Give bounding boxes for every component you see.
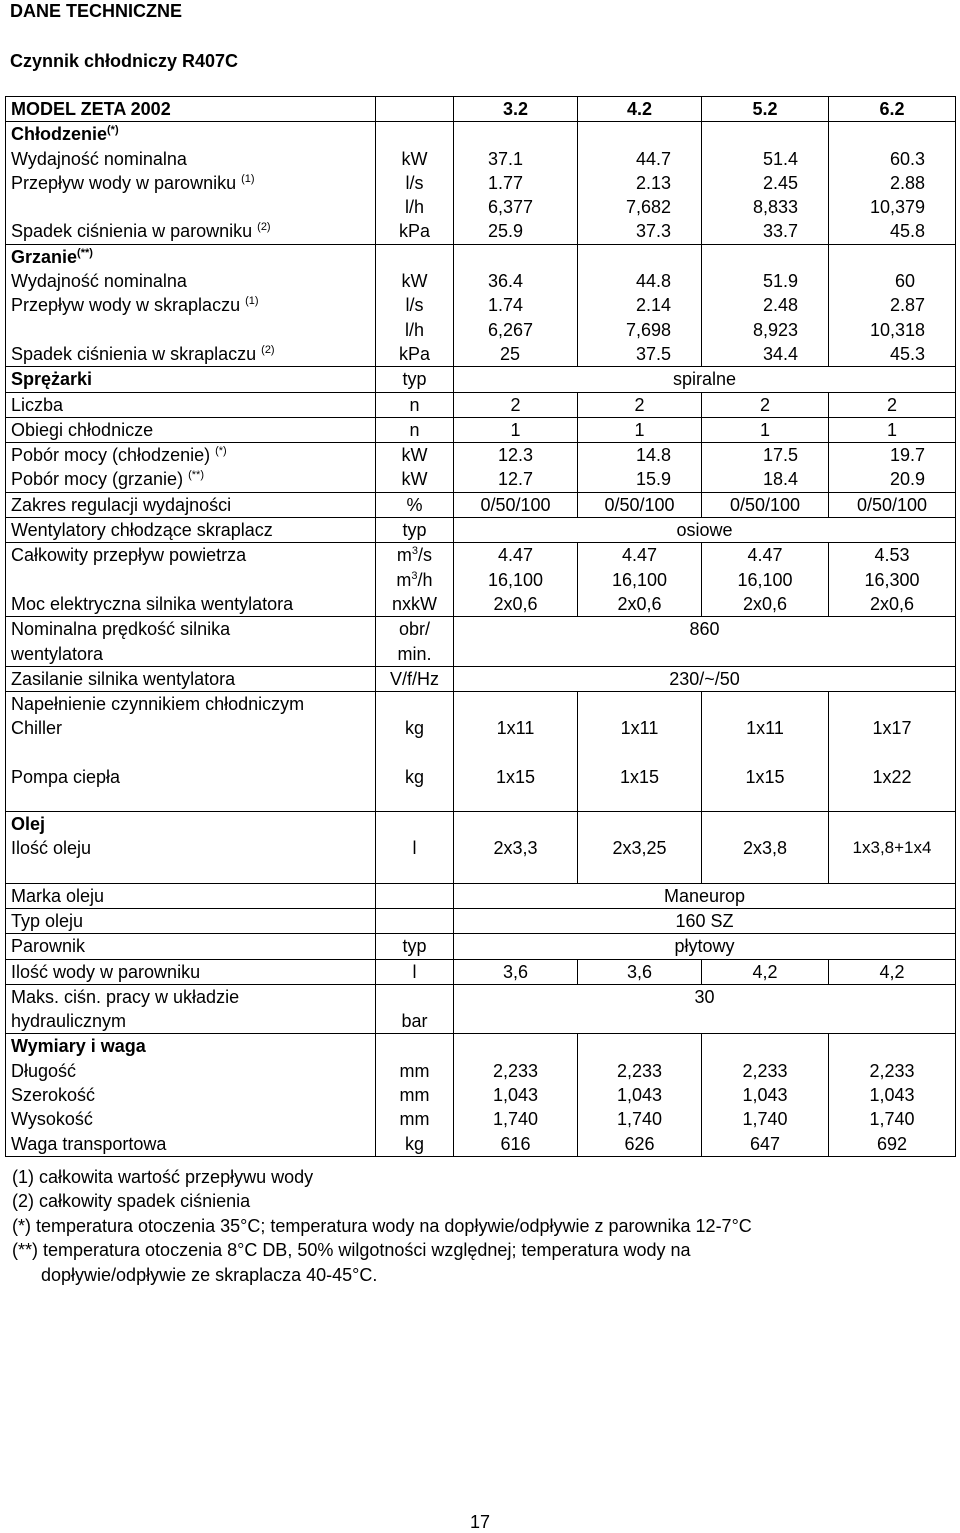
airflow-s-2: 4.47 — [621, 545, 658, 566]
evaporator-unit: typ — [376, 934, 454, 959]
speed-unit-2: min. — [397, 643, 432, 664]
length-label: Długość — [11, 1060, 77, 1081]
oil-amount-3: 2x3,8 — [742, 838, 788, 859]
cooling-flow-label: Przepływ wody w parowniku — [11, 172, 237, 193]
cooling-flow-ls-4: 2.88 — [889, 172, 925, 193]
heating-flow-label: Przepływ wody w skraplaczu — [11, 295, 241, 316]
power-heat-unit: kW — [401, 469, 428, 490]
power-heat-2: 15.9 — [635, 469, 671, 490]
cooling-heading: Chłodzenie — [11, 124, 108, 145]
fans-heading: Wentylatory chłodzące skraplacz — [6, 518, 376, 543]
width-1: 1,043 — [492, 1084, 539, 1105]
spec-table — [5, 96, 956, 1157]
regulation-1: 0/50/100 — [454, 492, 578, 517]
heatpump-1: 1x15 — [495, 767, 536, 788]
motor-power-3: 2x0,6 — [742, 593, 788, 614]
chiller-1: 1x11 — [496, 718, 535, 739]
heatpump-label: Pompa ciepła — [11, 767, 121, 788]
supply-label: Zasilanie silnika wentylatora — [6, 666, 376, 691]
footnote-3: (*) temperatura otoczenia 35°C; temperatura wody na dopływie/odpływie z parownika 12-7°C — [12, 1215, 752, 1236]
height-unit: mm — [399, 1109, 430, 1130]
heating-flow-ls-4: 2.87 — [889, 295, 925, 316]
pressure-unit: bar — [401, 1011, 428, 1032]
width-4: 1,043 — [869, 1084, 915, 1105]
evaporator-label: Parownik — [6, 934, 376, 959]
compressors-count-row — [6, 392, 956, 417]
oil-type-value: 160 SZ — [454, 908, 956, 933]
heating-flow-lh-4: 10,318 — [869, 319, 925, 340]
regulation-row — [6, 492, 956, 517]
cooling-drop-unit: kPa — [398, 221, 431, 242]
heatpump-unit: kg — [404, 767, 424, 788]
power-heat-4: 20.9 — [889, 469, 925, 490]
length-3: 2,233 — [742, 1060, 788, 1081]
evaporator-value: płytowy — [454, 934, 956, 959]
cooling-flow-lh-2: 7,682 — [625, 197, 671, 218]
footnote-1: (1) całkowita wartość przepływu wody — [12, 1167, 314, 1187]
heating-capacity-4: 60 — [894, 271, 915, 292]
cooling-capacity-unit: kW — [401, 148, 428, 169]
weight-2: 626 — [624, 1133, 655, 1154]
power-heat-3: 18.4 — [762, 469, 798, 490]
motor-power-unit: nxkW — [392, 593, 437, 614]
heating-capacity-unit: kW — [401, 271, 428, 292]
heating-capacity-label: Wydajność nominalna — [11, 271, 187, 292]
circuits-3: 1 — [702, 417, 829, 442]
evaporator-water-unit: l — [376, 959, 454, 984]
cooling-drop-2: 37.3 — [635, 221, 671, 242]
evaporator-water-row — [6, 959, 956, 984]
heating-drop-label: Spadek ciśnienia w skraplaczu — [11, 343, 257, 364]
height-1: 1,740 — [492, 1109, 539, 1130]
heating-flow-lh-3: 8,923 — [752, 319, 798, 340]
weight-3: 647 — [749, 1133, 781, 1154]
model-header: MODEL ZETA 2002 — [6, 97, 376, 122]
heating-flow-lh-1: 6,267 — [488, 319, 534, 340]
heating-flow-ls-2: 2.14 — [635, 295, 671, 316]
length-1: 2,233 — [492, 1060, 539, 1081]
heating-flow-unit-ls: l/s — [405, 295, 424, 316]
cooling-section: Chłodzenie(*) Wydajność nominalna Przepływ wody w parowniku $^{(1)}$ Spadek ciśnienia w parowniku $^{(2)}$ kW l/s l/h kPa 37.1 1.77 6,377 25.9 44.7 2.13 7,682 37.3 51.4 2.45 8,833 33.7 60.3 2.88 10,379 45.8 — [6, 122, 956, 244]
heatpump-4: 1x22 — [872, 767, 912, 788]
compressors-count-1: 2 — [454, 392, 578, 417]
cooling-drop-4: 45.8 — [889, 221, 925, 242]
power-cool-3: 17.5 — [762, 445, 798, 466]
weight-label: Waga transportowa — [11, 1133, 167, 1154]
speed-row — [6, 617, 956, 667]
evaporator-water-3: 4,2 — [702, 959, 829, 984]
oil-block — [6, 812, 956, 884]
speed-label-2: wentylatora — [11, 643, 104, 664]
cooling-flow-unit-lh: l/h — [404, 197, 424, 218]
airflow-h-3: 16,100 — [737, 569, 793, 590]
airflow-s-1: 4.47 — [497, 545, 534, 566]
regulation-unit: % — [376, 492, 454, 517]
evaporator-row — [6, 934, 956, 959]
oil-brand-value: Maneurop — [454, 883, 956, 908]
fans-type-unit: typ — [376, 518, 454, 543]
regulation-2: 0/50/100 — [578, 492, 702, 517]
width-unit: mm — [399, 1084, 430, 1105]
heating-drop-1: 25 — [500, 343, 521, 364]
compressors-type-unit: typ — [376, 367, 454, 392]
cooling-flow-ls-1: 1.77 — [488, 172, 524, 193]
model-row — [6, 97, 956, 122]
supply-row — [6, 666, 956, 691]
weight-4: 692 — [876, 1133, 908, 1154]
regulation-3: 0/50/100 — [702, 492, 829, 517]
circuits-1: 1 — [454, 417, 578, 442]
width-2: 1,043 — [616, 1084, 663, 1105]
heating-capacity-2: 44.8 — [635, 271, 671, 292]
evaporator-water-1: 3,6 — [454, 959, 578, 984]
heatpump-3: 1x15 — [745, 767, 785, 788]
footnote-4: (**) temperatura otoczenia 8°C DB, 50% wilgotności względnej; temperatura wody na — [12, 1240, 691, 1261]
power-cool-label: Pobór mocy (chłodzenie) — [11, 445, 211, 466]
model-col-2: 4.2 — [578, 97, 702, 122]
cooling-capacity-4: 60.3 — [889, 148, 925, 169]
evaporator-water-label: Ilość wody w parowniku — [6, 959, 376, 984]
oil-type-row — [6, 908, 956, 933]
fans-type-value: osiowe — [454, 518, 956, 543]
cooling-drop-label: Spadek ciśnienia w parowniku — [11, 221, 253, 242]
heating-flow-unit-lh: l/h — [404, 319, 424, 340]
cooling-capacity-2: 44.7 — [635, 148, 671, 169]
motor-power-4: 2x0,6 — [869, 593, 915, 614]
compressors-count-2: 2 — [578, 392, 702, 417]
length-2: 2,233 — [616, 1060, 663, 1081]
pressure-row — [6, 984, 956, 1034]
width-3: 1,043 — [742, 1084, 788, 1105]
heating-capacity-1: 36.4 — [488, 271, 524, 292]
speed-unit-1: obr/ — [398, 619, 431, 640]
motor-power-label: Moc elektryczna silnika wentylatora — [11, 593, 294, 614]
airflow-s-3: 4.47 — [747, 545, 783, 566]
cooling-capacity-3: 51.4 — [762, 148, 798, 169]
oil-amount-2: 2x3,25 — [612, 838, 667, 859]
compressors-count-4: 2 — [829, 392, 956, 417]
refrigerant-subtitle: Czynnik chłodniczy R407C — [10, 51, 239, 71]
refrigerant-block — [6, 692, 956, 812]
evaporator-water-2: 3,6 — [578, 959, 702, 984]
footnote-4-cont: dopływie/odpływie ze skraplacza 40-45°C. — [41, 1264, 378, 1285]
airflow-block: Całkowity przepływ powietrza Moc elektryczna silnika wentylatora $m^3/s$ $m^3/h$ nxkW 4.47 16,100 2x0,6 4.47 16,100 2x0,6 4.47 16,100 2x0,6 4.53 16,300 2x0,6 — [6, 543, 956, 617]
power-heat-1: 12.7 — [498, 469, 534, 490]
height-2: 1,740 — [616, 1109, 663, 1130]
chiller-3: 1x11 — [746, 718, 784, 739]
oil-heading: Olej — [11, 814, 46, 835]
circuits-unit: n — [376, 417, 454, 442]
speed-label-1: Nominalna prędkość silnika — [11, 619, 231, 640]
height-label: Wysokość — [11, 1109, 93, 1130]
refrigerant-heading: Napełnienie czynnikiem chłodniczym — [11, 694, 305, 715]
pressure-value: 30 — [694, 986, 715, 1007]
model-col-3: 5.2 — [702, 97, 829, 122]
power-cool-1: 12.3 — [498, 445, 534, 466]
cooling-capacity-label: Wydajność nominalna — [11, 148, 187, 169]
cooling-capacity-1: 37.1 — [488, 148, 524, 169]
circuits-row — [6, 417, 956, 442]
oil-amount-4: 1x3,8+1x4 — [852, 838, 932, 858]
page-title: DANE TECHNICZNE — [10, 1, 183, 21]
speed-value: 860 — [689, 619, 720, 640]
heating-capacity-3: 51.9 — [762, 271, 798, 292]
page-number: 17 — [469, 1512, 491, 1532]
supply-unit: V/f/Hz — [376, 666, 454, 691]
circuits-label: Obiegi chłodnicze — [6, 417, 376, 442]
length-unit: mm — [399, 1060, 430, 1081]
heating-flow-lh-2: 7,698 — [625, 319, 671, 340]
circuits-2: 1 — [578, 417, 702, 442]
pressure-label-2: hydraulicznym — [11, 1011, 127, 1032]
heating-heading: Grzanie — [11, 246, 78, 267]
compressors-heading: Sprężarki — [6, 367, 376, 392]
oil-amount-1: 2x3,3 — [493, 838, 538, 859]
oil-brand-row — [6, 883, 956, 908]
heating-drop-4: 45.3 — [889, 343, 925, 364]
heating-section: Grzanie(**) Wydajność nominalna Przepływ wody w skraplaczu $^{(1)}$ Spadek ciśnienia w skraplaczu $^{(2)}$ kW l/s l/h kPa 36.4 1.74 6,267 25 44.8 2.14 7,698 37.5 51.9 2.48 8,923 34.4 60 2.87 10,318 45.3 — [6, 244, 956, 366]
heating-flow-ls-1: 1.74 — [488, 295, 524, 316]
compressors-type-value: spiralne — [454, 367, 956, 392]
cooling-flow-unit-ls: l/s — [405, 172, 424, 193]
cooling-flow-lh-3: 8,833 — [752, 197, 798, 218]
model-col-1: 3.2 — [454, 97, 578, 122]
cooling-drop-1: 25.9 — [488, 221, 524, 242]
cooling-flow-lh-1: 6,377 — [488, 197, 534, 218]
regulation-label: Zakres regulacji wydajności — [6, 492, 376, 517]
motor-power-1: 2x0,6 — [493, 593, 538, 614]
oil-brand-label: Marka oleju — [6, 883, 376, 908]
length-4: 2,233 — [869, 1060, 915, 1081]
regulation-4: 0/50/100 — [829, 492, 956, 517]
motor-power-2: 2x0,6 — [617, 593, 662, 614]
weight-unit: kg — [404, 1133, 424, 1154]
airflow-s-4: 4.53 — [874, 545, 910, 566]
dimensions-block — [6, 1034, 956, 1156]
height-3: 1,740 — [742, 1109, 788, 1130]
oil-amount-unit: l — [412, 838, 417, 859]
cooling-flow-ls-2: 2.13 — [635, 172, 671, 193]
circuits-4: 1 — [829, 417, 956, 442]
dimensions-heading: Wymiary i waga — [11, 1036, 146, 1057]
power-block: Pobór mocy (chłodzenie) (*) Pobór mocy (grzanie) (**) kW kW 12.3 12.7 14.8 15.9 17.5 18.4 19.7 20.9 — [6, 443, 956, 493]
cooling-flow-lh-4: 10,379 — [869, 197, 925, 218]
power-cool-4: 19.7 — [889, 445, 925, 466]
airflow-h-4: 16,300 — [864, 569, 920, 590]
footnote-2: (2) całkowity spadek ciśnienia — [12, 1191, 251, 1212]
airflow-h-1: 16,100 — [487, 569, 544, 590]
heating-drop-2: 37.5 — [635, 343, 671, 364]
power-cool-2: 14.8 — [635, 445, 671, 466]
height-4: 1,740 — [869, 1109, 915, 1130]
compressors-row — [6, 367, 956, 392]
footnotes — [12, 1165, 752, 1287]
weight-1: 616 — [500, 1133, 531, 1154]
width-label: Szerokość — [11, 1084, 96, 1105]
compressors-count-unit: n — [376, 392, 454, 417]
heating-drop-3: 34.4 — [762, 343, 798, 364]
chiller-4: 1x17 — [872, 718, 912, 739]
chiller-label: Chiller — [11, 718, 63, 739]
cooling-drop-3: 33.7 — [762, 221, 798, 242]
chiller-unit: kg — [404, 718, 424, 739]
supply-value: 230/~/50 — [454, 666, 956, 691]
heating-flow-ls-3: 2.48 — [762, 295, 798, 316]
evaporator-water-4: 4,2 — [829, 959, 956, 984]
cooling-flow-ls-3: 2.45 — [762, 172, 798, 193]
heating-drop-unit: kPa — [398, 343, 431, 364]
fans-row — [6, 518, 956, 543]
airflow-h-2: 16,100 — [611, 569, 668, 590]
oil-amount-label: Ilość oleju — [11, 838, 92, 859]
compressors-count-label: Liczba — [6, 392, 376, 417]
pressure-label-1: Maks. ciśn. pracy w układzie — [11, 986, 240, 1007]
model-col-4: 6.2 — [829, 97, 956, 122]
airflow-label: Całkowity przepływ powietrza — [11, 545, 247, 566]
heatpump-2: 1x15 — [619, 767, 660, 788]
chiller-2: 1x11 — [620, 718, 659, 739]
compressors-count-3: 2 — [702, 392, 829, 417]
oil-type-label: Typ oleju — [6, 908, 376, 933]
power-heat-label: Pobór mocy (grzanie) — [11, 469, 184, 490]
power-cool-unit: kW — [401, 445, 428, 466]
